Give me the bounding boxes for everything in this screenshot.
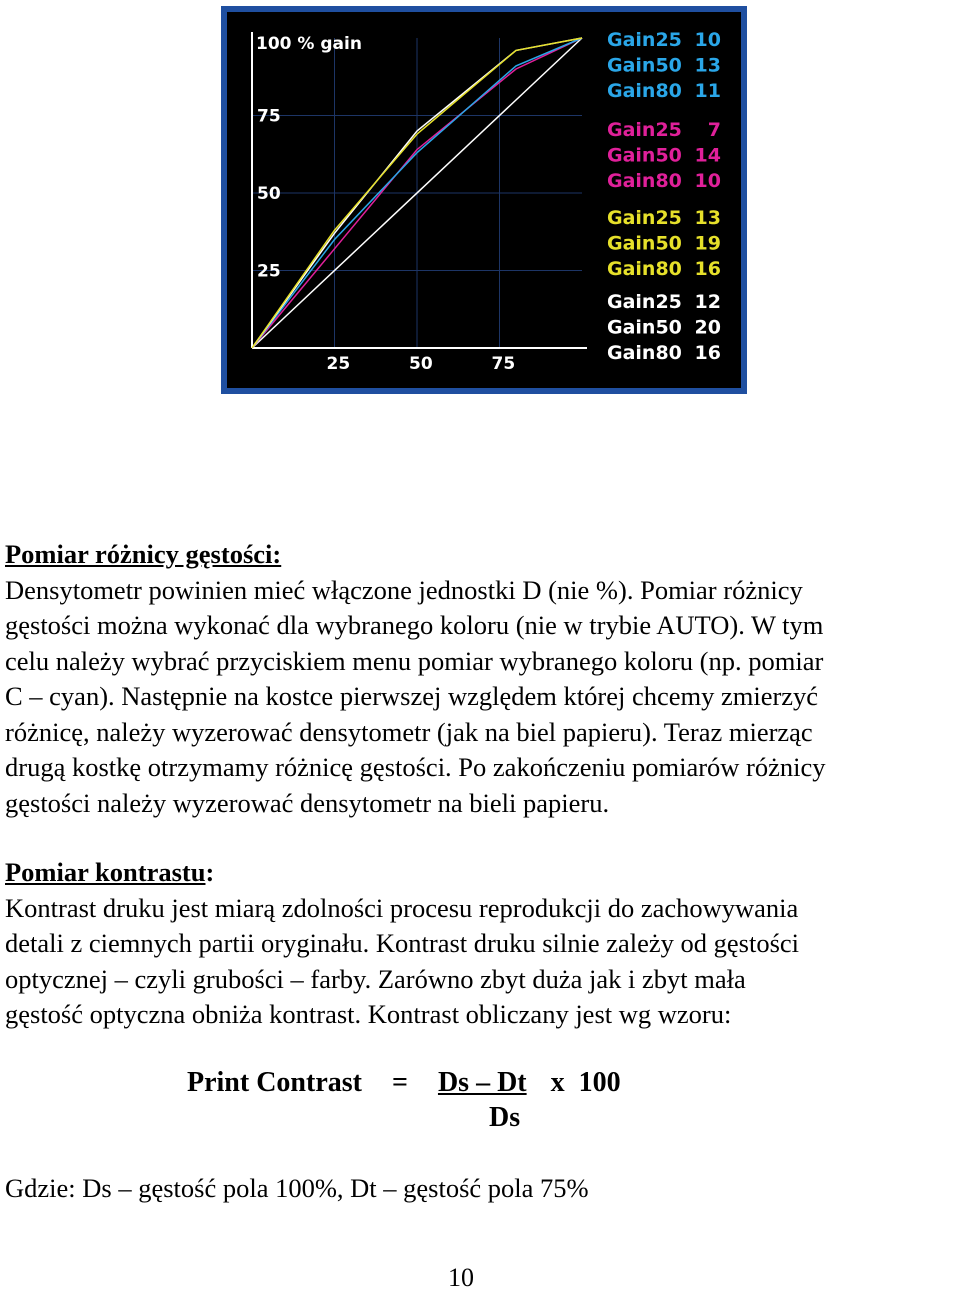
y-tick-label: 25 [257, 261, 281, 282]
legend-label: Gain50 [607, 232, 682, 255]
paragraph-line: celu należy wybrać przyciskiem menu pomiar wybranego koloru (np. pomiar [5, 645, 824, 676]
paragraph-line: Kontrast druku jest miarą zdolności procesu reprodukcji do zachowywania [5, 892, 799, 923]
legend-value: 11 [694, 80, 721, 102]
legend-label: Gain50 [607, 144, 682, 167]
paragraph-line: gęstość optyczna obniża kontrast. Kontrast obliczany jest wg wzoru: [5, 999, 732, 1029]
paragraph-line: Densytometr powinien mieć włączone jednostki D (nie %). Pomiar różnicy [5, 574, 803, 605]
legend-value: 20 [694, 316, 721, 339]
formula-factor: 100 [578, 1067, 621, 1098]
paragraph-line: detali z ciemnych partii oryginału. Kontrast druku silnie zależy od gęstości [5, 928, 800, 958]
paragraph-line: C – cyan). Następnie na kostce pierwszej względem której chcemy zmierzyć [5, 681, 819, 711]
paragraph-line: różnicę, należy wyzerować densytometr (jak na biel papieru). Teraz mierząc [5, 716, 813, 747]
legend-value: 12 [694, 291, 721, 313]
heading-colon: : [205, 857, 215, 887]
section-heading-contrast: Pomiar kontrastu [5, 857, 206, 887]
legend-label: Gain25 [607, 29, 682, 51]
legend-value: 16 [694, 258, 721, 280]
page-number: 10 [448, 1263, 474, 1292]
legend-value: 7 [707, 119, 721, 141]
legend-label: Gain80 [607, 170, 682, 192]
x-tick-label: 25 [326, 354, 351, 374]
contrast-section [5, 855, 957, 1033]
gain-chart [227, 12, 741, 388]
legend-value: 13 [694, 207, 721, 229]
legend-label: Gain25 [607, 207, 682, 229]
chart-legend [607, 29, 721, 364]
x-tick-label: 75 [491, 354, 516, 374]
formula-legend: Gdzie: Ds – gęstość pola 100%, Dt – gęstość pola 75% [5, 1173, 589, 1203]
paragraph-line: gęstości można wykonać dla wybranego koloru (nie w trybie AUTO). W tym [5, 610, 824, 640]
paragraph-line: gęstości należy wyzerować densytometr na bieli papieru. [5, 787, 610, 818]
legend-value: 16 [694, 342, 721, 364]
legend-label: Gain25 [607, 291, 682, 313]
gain-chart-panel [227, 12, 741, 388]
legend-value: 13 [694, 54, 721, 77]
formula-equals: = [391, 1067, 408, 1098]
legend-label: Gain50 [607, 316, 682, 339]
formula-times: x [550, 1067, 565, 1098]
legend-value: 10 [694, 170, 721, 192]
density-difference-section [5, 537, 957, 821]
gain-chart-figure [221, 6, 747, 394]
legend-value: 10 [694, 29, 721, 51]
legend-label: Gain80 [607, 258, 682, 280]
y-tick-label: 50 [257, 184, 281, 204]
legend-label: Gain80 [607, 80, 682, 102]
formula-left: Print Contrast [187, 1067, 362, 1098]
paragraph-line: drugą kostkę otrzymamy różnicę gęstości. Po zakończeniu pomiarów różnicy [5, 752, 826, 782]
y-tick-label: 75 [257, 106, 281, 127]
x-tick-label: 50 [409, 354, 433, 374]
legend-label: Gain50 [607, 54, 682, 77]
legend-label: Gain80 [607, 342, 682, 364]
formula-denominator: Ds [489, 1102, 521, 1133]
paragraph-line: optycznej – czyli grubości – farby. Zarówno zbyt duża jak i zbyt mała [5, 963, 746, 994]
legend-label: Gain25 [607, 119, 682, 141]
y-tick-labels [257, 107, 281, 282]
axis-title: 100 % gain [256, 34, 362, 54]
formula-numerator: Ds – Dt [437, 1067, 527, 1098]
x-tick-labels [327, 354, 516, 374]
legend-value: 14 [694, 144, 721, 167]
section-heading-density: Pomiar różnicy gęstości: [5, 539, 282, 569]
legend-value: 19 [694, 232, 721, 255]
